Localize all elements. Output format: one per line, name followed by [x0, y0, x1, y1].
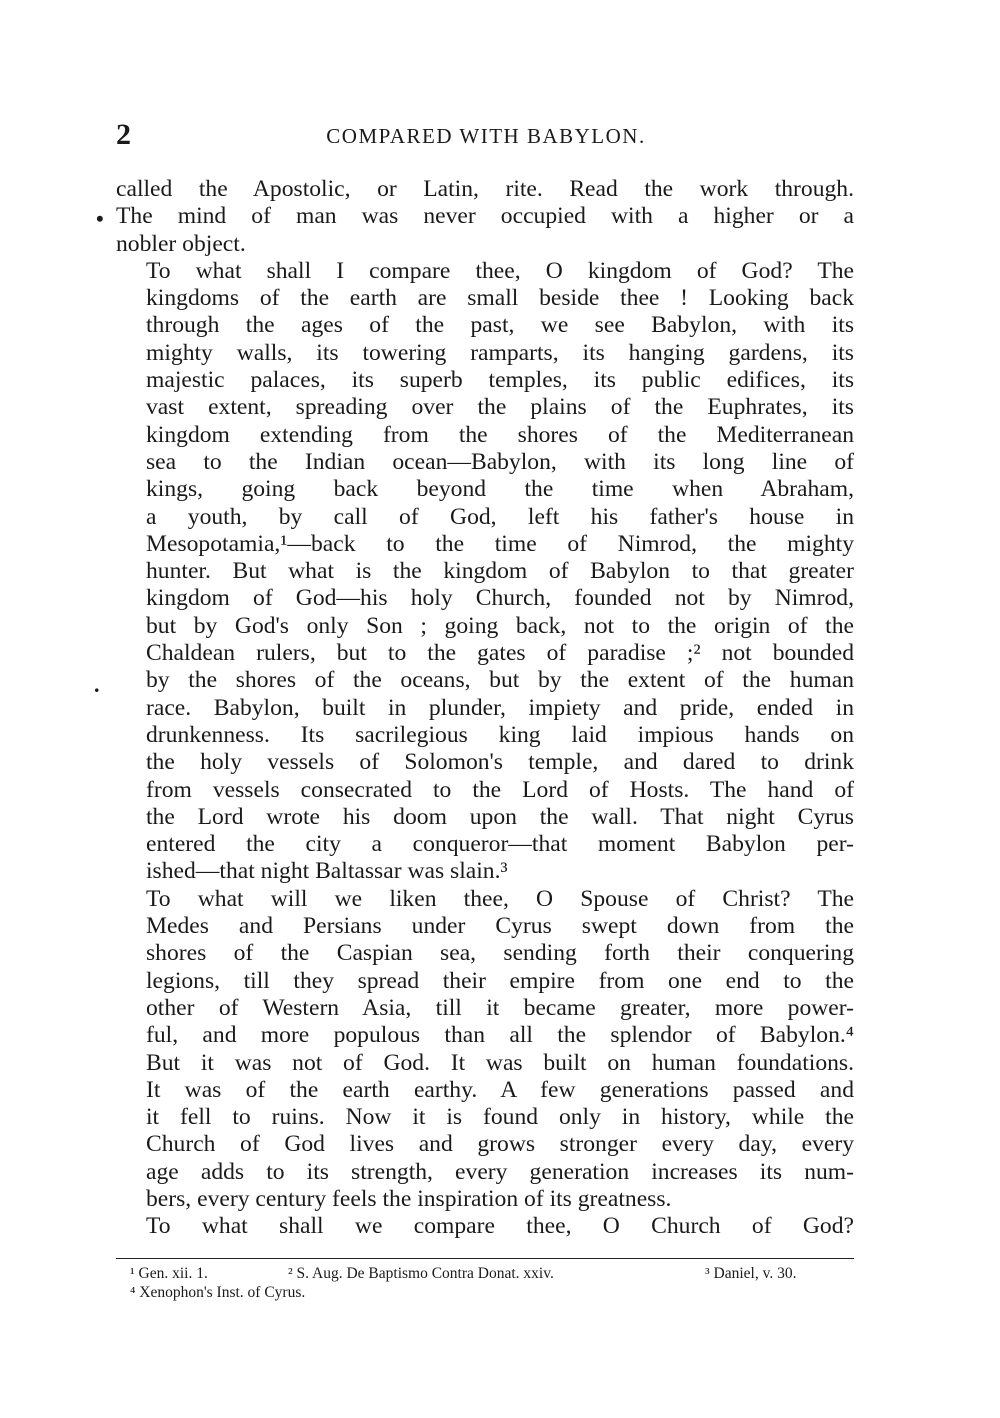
- margin-mark: •: [96, 206, 104, 231]
- text-line: kingdoms of the earth are small beside thee ! Looking back: [146, 285, 854, 312]
- text-line: To what shall we compare thee, O Church of God?: [146, 1213, 854, 1240]
- text-line: mighty walls, its towering ramparts, its hanging gardens, its: [146, 339, 854, 366]
- footnote-row: [130, 1283, 840, 1302]
- footnote: ⁴ Xenophon's Inst. of Cyrus.: [130, 1284, 306, 1301]
- text-line: To what shall I compare thee, O kingdom of God? The: [146, 257, 854, 284]
- text-line: the holy vessels of Solomon's temple, and dared to drink: [146, 749, 854, 776]
- text-line: it fell to ruins. Now it is found only in history, while the: [146, 1104, 854, 1131]
- paragraph: [116, 886, 854, 1214]
- text-line: sea to the Indian ocean—Babylon, with its long line of: [146, 448, 854, 475]
- paragraph: [116, 258, 854, 886]
- paragraph: [116, 176, 854, 258]
- text-line: But it was not of God. It was built on human foundations.: [146, 1049, 854, 1076]
- text-line: kings, going back beyond the time when Abraham,: [146, 476, 854, 503]
- text-line: nobler object.: [116, 230, 246, 257]
- text-line: called the Apostolic, or Latin, rite. Read the work through.: [116, 176, 854, 202]
- text-line: majestic palaces, its superb temples, its public edifices, its: [146, 367, 854, 394]
- text-line: vast extent, spreading over the plains of the Euphrates, its: [146, 394, 854, 421]
- text-line: ished—that night Baltassar was slain.³: [146, 858, 508, 885]
- text-line: To what will we liken thee, O Spouse of Christ? The: [146, 885, 854, 912]
- text-line: kingdom extending from the shores of the Mediterranean: [146, 421, 854, 448]
- footnotes: [130, 1264, 840, 1302]
- text-line: a youth, by call of God, left his father's house in: [146, 503, 854, 530]
- text-line: other of Western Asia, till it became greater, more power-: [146, 994, 854, 1021]
- page-number: 2: [116, 118, 131, 151]
- text-line: Medes and Persians under Cyrus swept down from the: [146, 913, 854, 940]
- text-line: from vessels consecrated to the Lord of Hosts. The hand of: [146, 776, 854, 803]
- text-line: race. Babylon, built in plunder, impiety and pride, ended in: [146, 694, 854, 721]
- text-line: Church of God lives and grows stronger every day, every: [146, 1131, 854, 1158]
- text-line: age adds to its strength, every generation increases its num-: [146, 1158, 854, 1185]
- text-line: by the shores of the oceans, but by the extent of the human: [146, 667, 854, 694]
- paragraph: [116, 1213, 854, 1240]
- footnote: ³ Daniel, v. 30.: [705, 1265, 797, 1282]
- margin-mark: .: [94, 672, 100, 697]
- text-line: through the ages of the past, we see Babylon, with its: [146, 312, 854, 339]
- text-line: drunkenness. Its sacrilegious king laid impious hands on: [146, 721, 854, 748]
- text-line: Chaldean rulers, but to the gates of paradise ;² not bounded: [146, 640, 854, 667]
- footnote: ¹ Gen. xii. 1.: [130, 1265, 208, 1282]
- footnote-rule: [116, 1258, 854, 1259]
- text-line: legions, till they spread their empire from one end to the: [146, 967, 854, 994]
- text-line: ful, and more populous than all the splendor of Babylon.⁴: [146, 1022, 854, 1049]
- text-line: Mesopotamia,¹—back to the time of Nimrod, the mighty: [146, 530, 854, 557]
- text-line: shores of the Caspian sea, sending forth their conquering: [146, 940, 854, 967]
- text-line: hunter. But what is the kingdom of Babylon to that greater: [146, 558, 854, 585]
- running-title: COMPARED WITH BABYLON.: [326, 124, 646, 148]
- body-text: [116, 176, 854, 1241]
- text-line: but by God's only Son ; going back, not to the origin of the: [146, 612, 854, 639]
- footnote-row: [130, 1264, 840, 1283]
- text-line: the Lord wrote his doom upon the wall. That night Cyrus: [146, 803, 854, 830]
- text-line: It was of the earth earthy. A few generations passed and: [146, 1076, 854, 1103]
- running-head: [116, 118, 856, 158]
- text-line: The mind of man was never occupied with a higher or a: [116, 203, 854, 230]
- text-line: kingdom of God—his holy Church, founded not by Nimrod,: [146, 585, 854, 612]
- footnote: ² S. Aug. De Baptismo Contra Donat. xxiv.: [288, 1265, 554, 1282]
- text-line: bers, every century feels the inspiration of its greatness.: [146, 1185, 672, 1212]
- text-line: entered the city a conqueror—that moment Babylon per-: [146, 831, 854, 858]
